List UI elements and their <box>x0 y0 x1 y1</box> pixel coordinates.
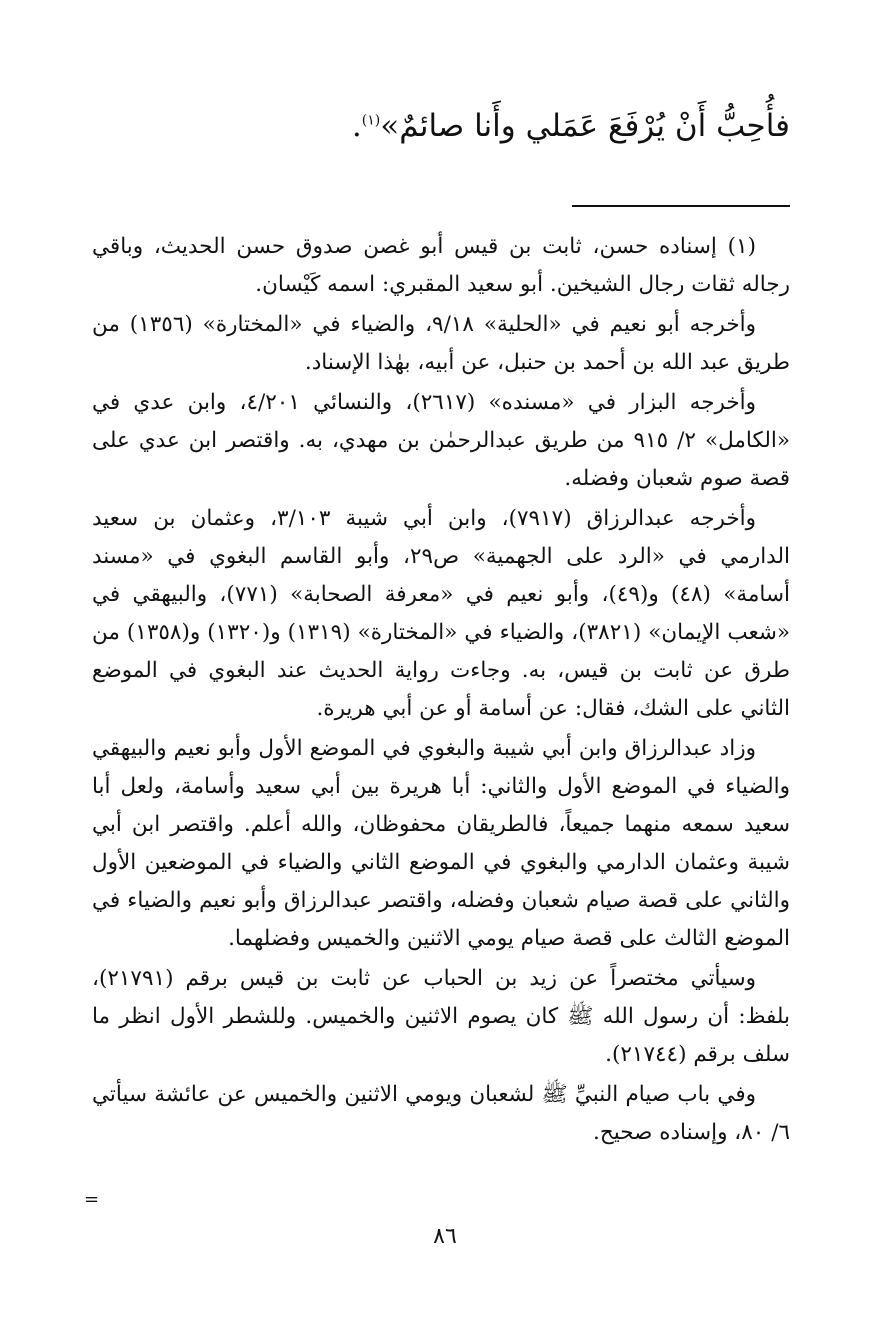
footnote-reference: (١) <box>361 112 381 129</box>
continuation-mark: = <box>84 1189 100 1210</box>
hadith-line: فأُحِبُّ أَنْ يُرْفَعَ عَمَلي وأَنا صائمٌ» <box>380 108 790 144</box>
hadith-text <box>92 96 790 156</box>
hadith-end-mark: . <box>351 108 362 144</box>
footnote-paragraph: وسيأتي مختصراً عن زيد بن الحباب عن ثابت بن قيس برقم (٢١٧٩١)، بلفظ: أن رسول الله ﷺ كان يصوم الاثنين والخميس. وللشطر الأول انظر ما سلف برقم (٢١٧٤٤). <box>92 966 790 1067</box>
page-number: ٨٦ <box>433 1224 457 1249</box>
footnote-paragraph: وأخرجه البزار في «مسنده» (٢٦١٧)، والنسائي ٤/٢٠١، وابن عدي في «الكامل» ٢/ ٩١٥ من طريق عبدالرحمٰن بن مهدي، به. واقتصر ابن عدي على قصة صوم شعبان وفضله. <box>92 390 790 491</box>
footnote-paragraph: وأخرجه أبو نعيم في «الحلية» ٩/١٨، والضياء في «المختارة» (١٣٥٦) من طريق عبد الله بن أحمد بن حنبل، عن أبيه، بهٰذا الإسناد. <box>92 312 790 375</box>
footnote-paragraph: وفي باب صيام النبيِّ ﷺ لشعبان ويومي الاثنين والخميس عن عائشة سيأتي ٦/ ٨٠، وإسناده صحيح. <box>92 1082 790 1145</box>
footnote-paragraph: وزاد عبدالرزاق وابن أبي شيبة والبغوي في الموضع الأول وأبو نعيم والبيهقي والضياء في الموضع الأول والثاني: أبا هريرة بين أبي سعيد وأسامة، ولعل أبا سعيد سمعه منهما جميعاً، فالطريقان محفوظان، والله أعلم. واقتصر ابن أبي شيبة وعثمان الدارمي والبغوي في الموضع الثاني والضياء في الموضعين الأول والثاني على قصة صيام شعبان وفضله، واقتصر عبدالرزاق وأبو نعيم والضياء في الموضع الثالث على قصة صيام يومي الاثنين والخميس وفضلهما. <box>92 736 790 951</box>
footnote-separator <box>572 205 790 207</box>
footnotes <box>92 228 790 1154</box>
footnote-paragraph: وأخرجه عبدالرزاق (٧٩١٧)، وابن أبي شيبة ٣/١٠٣، وعثمان بن سعيد الدارمي في «الرد على الجهمية» ص٢٩، وأبو القاسم البغوي في «مسند أسامة» (٤٨) و(٤٩)، وأبو نعيم في «معرفة الصحابة» (٧٧١)، والبيهقي في «شعب الإيمان» (٣٨٢١)، والضياء في «المختارة» (١٣١٩) و(١٣٢٠) و(١٣٥٨) من طرق عن ثابت بن قيس، به. وجاءت رواية الحديث عند البغوي في الموضع الثاني على الشك، فقال: عن أسامة أو عن أبي هريرة. <box>92 506 790 721</box>
footnote-paragraph: (١) إسناده حسن، ثابت بن قيس أبو غصن صدوق حسن الحديث، وباقي رجاله ثقات رجال الشيخين. أبو سعيد المقبري: اسمه كَيْسان. <box>92 234 790 297</box>
